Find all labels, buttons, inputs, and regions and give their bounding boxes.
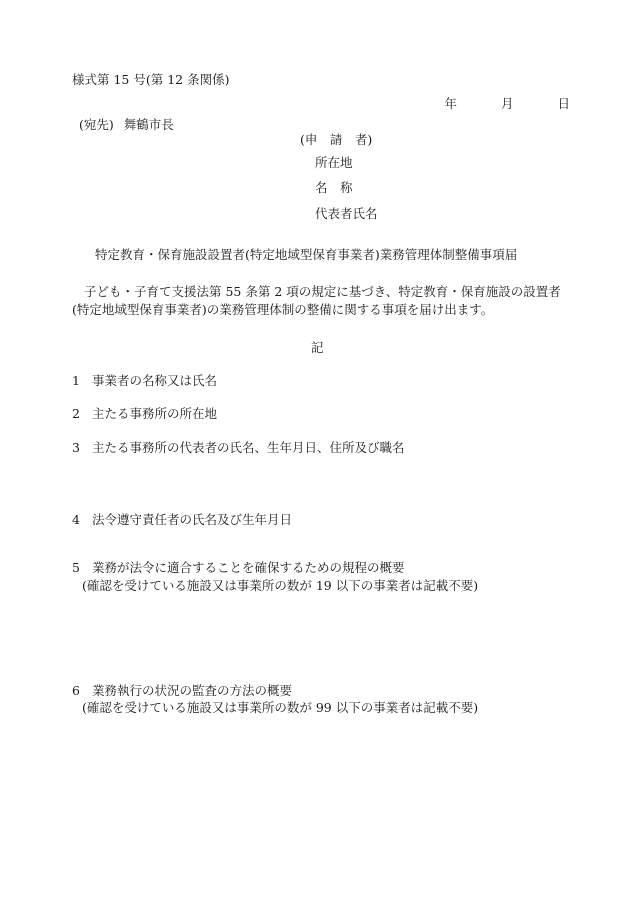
list-item	[72, 373, 217, 389]
applicant-heading: (申 請 者)	[300, 132, 373, 147]
date-line	[444, 96, 570, 112]
body-paragraph	[72, 283, 572, 319]
document-title: 特定教育・保育施設設置者(特定地域型保育事業者)業務管理体制整備事項届	[95, 247, 518, 262]
item-text: 主たる事務所の代表者の氏名、生年月日、住所及び職名	[92, 440, 405, 455]
list-item	[72, 683, 292, 699]
item-number: 5	[72, 560, 80, 575]
list-item	[72, 406, 217, 422]
date-year-label: 年	[444, 96, 457, 111]
item-text: 業務執行の状況の監査の方法の概要	[92, 683, 293, 698]
addressee	[79, 117, 174, 133]
list-item	[72, 440, 405, 456]
list-item	[72, 512, 292, 528]
item-number: 4	[72, 512, 80, 527]
item-number: 2	[72, 406, 80, 421]
form-number: 様式第 15 号(第 12 条関係)	[72, 72, 230, 87]
date-day-label: 日	[557, 96, 570, 111]
list-item	[72, 560, 405, 576]
item-text: 事業者の名称又は氏名	[92, 373, 218, 388]
body-text: 子ども・子育て支援法第 55 条第 2 項の規定に基づき、特定教育・保育施設の設置者(特定地域型保育事業者)の業務管理体制の整備に関する事項を届け出ます。	[72, 284, 561, 317]
item-number: 3	[72, 440, 80, 455]
applicant-representative-label: 代表者氏名	[315, 206, 378, 221]
item-note: (確認を受けている施設又は事業所の数が 19 以下の事業者は記載不要)	[82, 578, 479, 593]
item-text: 業務が法令に適合することを確保するための規程の概要	[92, 560, 405, 575]
item-text: 法令遵守責任者の氏名及び生年月日	[92, 512, 293, 527]
item-text: 主たる事務所の所在地	[92, 406, 218, 421]
item-number: 6	[72, 683, 80, 698]
addressee-name: 舞鶴市長	[123, 117, 174, 132]
item-note: (確認を受けている施設又は事業所の数が 99 以下の事業者は記載不要)	[82, 700, 479, 715]
ki-heading: 記	[311, 340, 324, 355]
date-month-label: 月	[500, 96, 514, 111]
applicant-name-label: 名 称	[315, 180, 353, 195]
addressee-label: (宛先)	[79, 117, 114, 132]
item-number: 1	[72, 373, 80, 388]
applicant-address-label: 所在地	[315, 155, 353, 170]
